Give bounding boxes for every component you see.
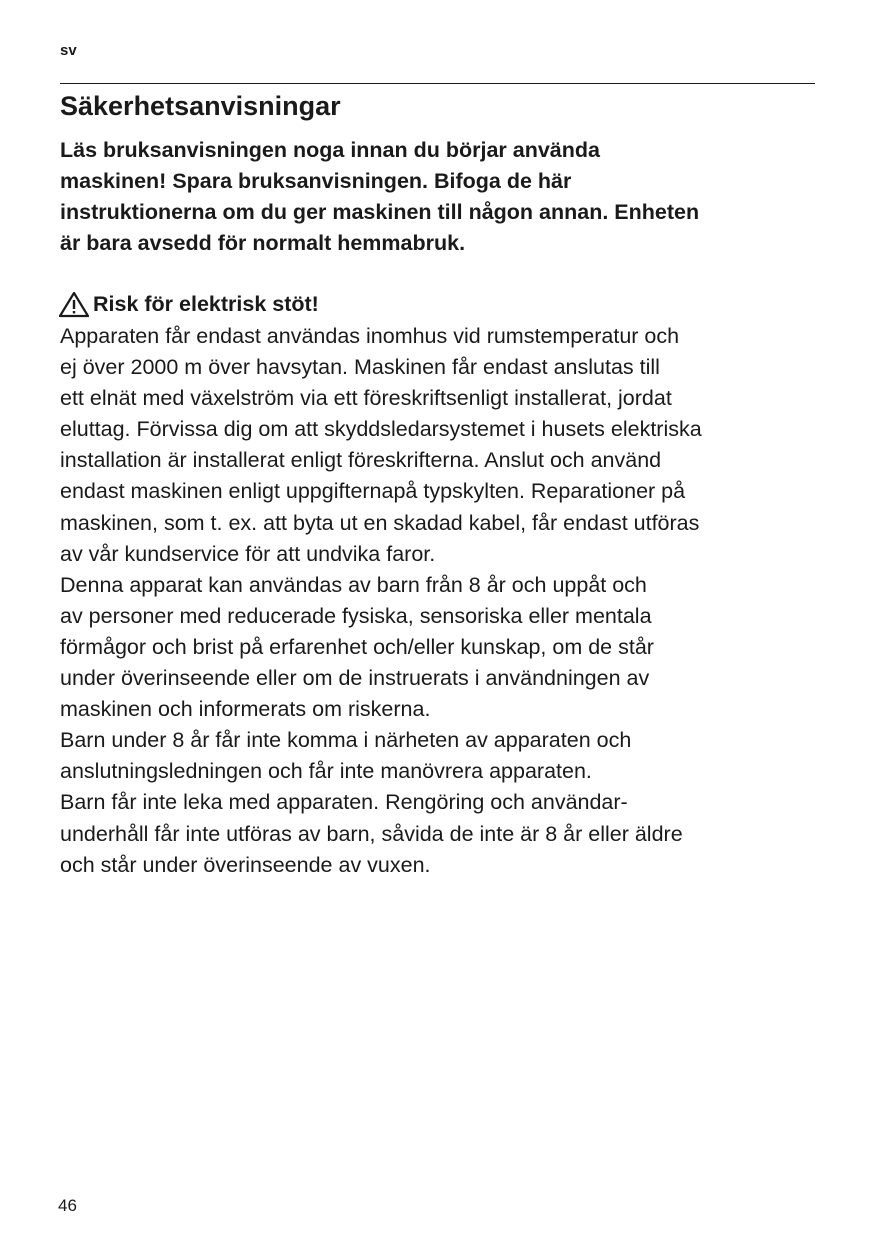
intro-paragraph [60, 135, 820, 259]
body-line: underhåll får inte utföras av barn, såvida de inte är 8 år eller äldre [60, 821, 683, 846]
safety-body-text [60, 321, 820, 881]
body-line: förmågor och brist på erfarenhet och/eller kunskap, om de står [60, 634, 654, 659]
body-line: och står under överinseende av vuxen. [60, 852, 431, 877]
body-line: anslutningsledningen och får inte manövrera apparaten. [60, 759, 592, 784]
header-divider [60, 83, 815, 84]
body-line: Denna apparat kan användas av barn från 8 år och uppåt och [60, 572, 647, 597]
intro-line: Läs bruksanvisningen noga innan du börjar använda [60, 138, 600, 162]
warning-heading [58, 289, 319, 320]
intro-line: instruktionerna om du ger maskinen till någon annan. Enheten [60, 200, 700, 224]
body-line: installation är installerat enligt föreskrifterna. Anslut och använd [60, 448, 662, 473]
intro-line: är bara avsedd för normalt hemmabruk. [60, 231, 466, 255]
body-line: ett elnät med växelström via ett föreskriftsenligt installerat, jordat [60, 386, 672, 411]
body-line: under överinseende eller om de instruerats i användningen av [60, 666, 650, 691]
body-line: ej över 2000 m över havsytan. Maskinen får endast anslutas till [60, 355, 660, 380]
page-number: 46 [58, 1196, 77, 1215]
page-title: Säkerhetsanvisningar [60, 91, 341, 121]
body-line: Apparaten får endast användas inomhus vid rumstemperatur och [60, 324, 680, 348]
body-line: av personer med reducerade fysiska, sensoriska eller mentala [60, 603, 652, 628]
body-line: Barn får inte leka med apparaten. Rengöring och användar- [60, 790, 628, 815]
intro-line: maskinen! Spara bruksanvisningen. Bifoga de här [60, 169, 572, 193]
body-line: av vår kundservice för att undvika faror. [60, 541, 436, 566]
body-line: maskinen, som t. ex. att byta ut en skadad kabel, får endast utföras [60, 510, 700, 535]
body-line: eluttag. Förvissa dig om att skyddsledarsystemet i husets elektriska [60, 417, 702, 442]
language-tag: sv [60, 42, 77, 59]
body-line: maskinen och informerats om riskerna. [60, 697, 431, 722]
body-line: Barn under 8 år får inte komma i närheten av apparaten och [60, 728, 632, 753]
body-line: endast maskinen enligt uppgifternapå typskylten. Reparationer på [60, 479, 686, 504]
warning-triangle-icon [58, 291, 90, 318]
warning-heading-text: Risk för elektrisk stöt! [93, 292, 319, 316]
